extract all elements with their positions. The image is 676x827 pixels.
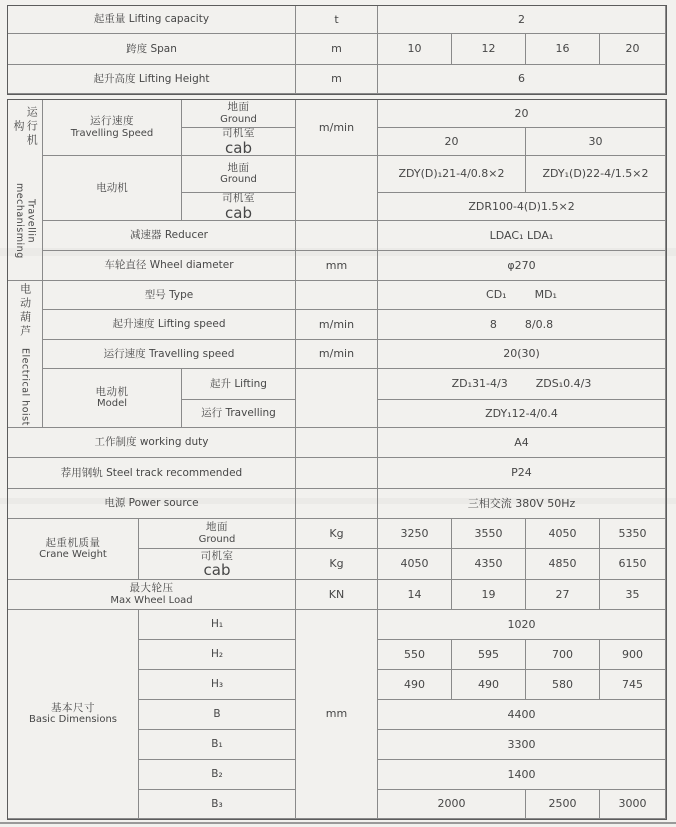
wheel-diameter-value: φ270: [378, 251, 666, 281]
max-wheel-load-value: 19: [452, 580, 526, 610]
crane-weight-cab-value: 4850: [526, 549, 600, 580]
hoist-motor-lifting-value: ZD₁31-4/3 ZDS₁0.4/3: [378, 369, 666, 400]
hoist-motor-travelling-label: 运行 Travelling: [182, 400, 296, 428]
hoist-lifting-speed-unit: m/min: [296, 310, 378, 340]
wheel-diameter-label: 车轮直径 Wheel diameter: [43, 251, 296, 281]
power-source-label: 电源 Power source: [8, 489, 296, 519]
crane-weight-ground-unit: Kg: [296, 519, 378, 549]
travelling-motor-ground-label: 地面 Ground: [182, 156, 296, 193]
hoist-type-value: CD₁ MD₁: [378, 281, 666, 310]
span-label: 跨度 Span: [8, 34, 296, 65]
dim-h2-value: 900: [600, 640, 666, 670]
crane-weight-cab-label: 司机室 cab: [139, 549, 296, 580]
section-electric-hoist-zh: 电动葫芦: [18, 282, 32, 339]
travelling-speed-cab-value: 20: [378, 128, 526, 156]
max-wheel-load-unit: KN: [296, 580, 378, 610]
dim-h1-value: 1020: [378, 610, 666, 640]
section-travelling-mechanism-en: Travellin mechanisming: [14, 183, 37, 259]
hoist-motor-label: 电动机 Model: [43, 369, 182, 428]
steel-track-unit: [296, 458, 378, 489]
working-duty-value: A4: [378, 428, 666, 458]
working-duty-label: 工作制度 working duty: [8, 428, 296, 458]
crane-weight-ground-value: 3250: [378, 519, 452, 549]
hoist-travelling-speed-value: 20(30): [378, 340, 666, 369]
max-wheel-load-value: 27: [526, 580, 600, 610]
crane-weight-cab-value: 4350: [452, 549, 526, 580]
wheel-diameter-unit: mm: [296, 251, 378, 281]
lifting-capacity-unit: t: [296, 6, 378, 34]
hoist-type-unit: [296, 281, 378, 310]
travelling-motor-ground-value: ZDY₁(D)22-4/1.5×2: [526, 156, 666, 193]
travelling-speed-ground-label: 地面 Ground: [182, 100, 296, 128]
crane-weight-ground-label: 地面 Ground: [139, 519, 296, 549]
dim-b-value: 4400: [378, 700, 666, 730]
power-source-unit: [296, 489, 378, 519]
lifting-height-value: 6: [378, 65, 666, 94]
dim-b2-label: B₂: [139, 760, 296, 790]
basic-dimensions-label: 基本尺寸 Basic Dimensions: [8, 610, 139, 819]
span-value: 10: [378, 34, 452, 65]
spec-table-top: [7, 5, 667, 95]
dim-b3-value: 2000: [378, 790, 526, 819]
dim-h3-value: 745: [600, 670, 666, 700]
travelling-motor-cab-value: ZDR100-4(D)1.5×2: [378, 193, 666, 221]
crane-weight-label: 起重机质量 Crane Weight: [8, 519, 139, 580]
steel-track-label: 荐用钢轨 Steel track recommended: [8, 458, 296, 489]
crane-weight-ground-value: 5350: [600, 519, 666, 549]
hoist-motor-lifting-label: 起升 Lifting: [182, 369, 296, 400]
travelling-speed-cab-label: 司机室 cab: [182, 128, 296, 156]
travelling-motor-cab-label: 司机室 cab: [182, 193, 296, 221]
max-wheel-load-value: 35: [600, 580, 666, 610]
crane-weight-ground-value: 4050: [526, 519, 600, 549]
section-electric-hoist-en: Electrical hoist: [19, 347, 31, 426]
travelling-speed-ground-value: 20: [378, 100, 666, 128]
dim-b1-value: 3300: [378, 730, 666, 760]
section-travelling-mechanism-zh: 运行机构: [12, 106, 39, 149]
dim-h1-label: H₁: [139, 610, 296, 640]
dim-h3-value: 490: [452, 670, 526, 700]
section-travelling-mechanism: [8, 100, 43, 281]
dim-b-label: B: [139, 700, 296, 730]
dim-h3-value: 580: [526, 670, 600, 700]
basic-dimensions-unit: mm: [296, 610, 378, 819]
crane-weight-cab-value: 4050: [378, 549, 452, 580]
dim-b1-label: B₁: [139, 730, 296, 760]
crane-weight-cab-unit: Kg: [296, 549, 378, 580]
hoist-travelling-speed-label: 运行速度 Travelling speed: [43, 340, 296, 369]
max-wheel-load-label: 最大轮压 Max Wheel Load: [8, 580, 296, 610]
lifting-capacity-value: 2: [378, 6, 666, 34]
dim-h3-value: 490: [378, 670, 452, 700]
working-duty-unit: [296, 428, 378, 458]
section-electric-hoist: [8, 281, 43, 428]
dim-h2-value: 595: [452, 640, 526, 670]
dim-h3-label: H₃: [139, 670, 296, 700]
power-source-value: 三相交流 380V 50Hz: [378, 489, 666, 519]
travelling-motor-label: 电动机: [43, 156, 182, 221]
hoist-travelling-speed-unit: m/min: [296, 340, 378, 369]
span-unit: m: [296, 34, 378, 65]
dim-h2-value: 550: [378, 640, 452, 670]
dim-b3-value: 2500: [526, 790, 600, 819]
span-value: 16: [526, 34, 600, 65]
lifting-height-unit: m: [296, 65, 378, 94]
hoist-lifting-speed-label: 起升速度 Lifting speed: [43, 310, 296, 340]
dim-b3-value: 3000: [600, 790, 666, 819]
reducer-unit: [296, 221, 378, 251]
crane-weight-ground-value: 3550: [452, 519, 526, 549]
travelling-speed-cab-value: 30: [526, 128, 666, 156]
hoist-motor-travelling-value: ZDY₁12-4/0.4: [378, 400, 666, 428]
max-wheel-load-value: 14: [378, 580, 452, 610]
dim-h2-value: 700: [526, 640, 600, 670]
dim-b2-value: 1400: [378, 760, 666, 790]
dim-b3-label: B₃: [139, 790, 296, 819]
hoist-type-label: 型号 Type: [43, 281, 296, 310]
travelling-speed-unit: m/min: [296, 100, 378, 156]
travelling-motor-unit: [296, 156, 378, 221]
dim-h2-label: H₂: [139, 640, 296, 670]
span-value: 12: [452, 34, 526, 65]
crane-weight-cab-value: 6150: [600, 549, 666, 580]
span-value: 20: [600, 34, 666, 65]
lifting-height-label: 起升高度 Lifting Height: [8, 65, 296, 94]
hoist-motor-unit: [296, 369, 378, 428]
hoist-lifting-speed-value: 8 8/0.8: [378, 310, 666, 340]
travelling-speed-label: 运行速度 Travelling Speed: [43, 100, 182, 156]
travelling-motor-ground-value: ZDY(D)₁21-4/0.8×2: [378, 156, 526, 193]
reducer-label: 减速器 Reducer: [43, 221, 296, 251]
reducer-value: LDAC₁ LDA₁: [378, 221, 666, 251]
steel-track-value: P24: [378, 458, 666, 489]
lifting-capacity-label: 起重量 Lifting capacity: [8, 6, 296, 34]
spec-table-main: [7, 99, 667, 820]
bottom-rule: [0, 822, 676, 824]
